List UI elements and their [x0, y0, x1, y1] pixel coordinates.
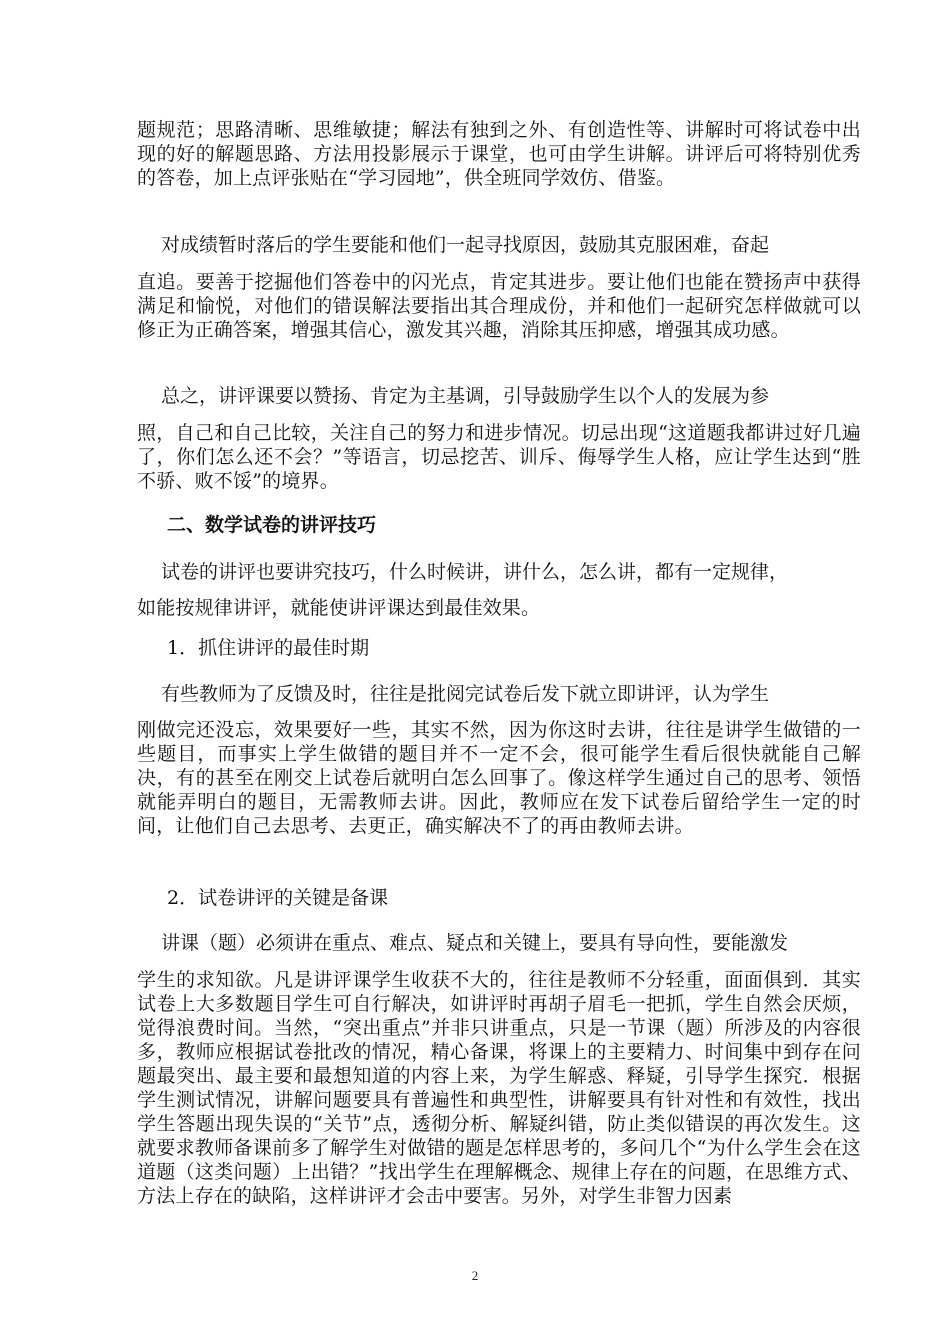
paragraph-praise-excellent: 题规范；思路清晰、思维敏捷；解法有独到之外、有创造性等、讲解时可将试卷中出现的好的解题思路、方法用投影展示于课堂，也可由学生讲解。讲评后可将特别优秀的答卷，加上点评张贴在“学习园地”，供全班同学效仿、借鉴。: [137, 119, 861, 189]
paragraph-prep-first-line: 讲课（题）必须讲在重点、难点、疑点和关键上，要具有导向性，要能激发: [161, 932, 789, 954]
paragraph-lagging-first-line: 对成绩暂时落后的学生要能和他们一起寻找原因，鼓励其克服困难，奋起: [161, 234, 770, 256]
section-heading: 二、数学试卷的讲评技巧: [167, 514, 377, 536]
paragraph-timing-body: 刚做完还没忘，效果要好一些，其实不然，因为你这时去讲，往往是讲学生做错的一些题目，而事实上学生做错的题目并不一定不会，很可能学生看后很快就能自己解决，有的甚至在刚交上试卷后就明白怎么回事了。像这样学生通过自己的思考、领悟就能弄明白的题目，无需教师去讲。因此，教师应在发下试卷后留给学生一定的时间，让他们自己去思考、去更正，确实解决不了的再由教师去讲。: [137, 719, 861, 837]
paragraph-lagging-body: 直追。要善于挖掘他们答卷中的闪光点，肯定其进步。要让他们也能在赞扬声中获得满足和愉悦，对他们的错误解法要指出其合理成份，并和他们一起研究怎样做就可以修正为正确答案，增强其信心，激发其兴趣，消除其压抑感，增强其成功感。: [137, 271, 861, 341]
page-number: 2: [471, 1268, 479, 1283]
paragraph-prep-body: 学生的求知欲。凡是讲评课学生收获不大的，往往是教师不分轻重，面面俱到．其实试卷上大多数题目学生可自行解决，如讲评时再胡子眉毛一把抓，学生自然会厌烦，觉得浪费时间。当然，“突出重点”并非只讲重点，只是一节课（题）所涉及的内容很多，教师应根据试卷批改的情况，精心备课，将课上的主要精力、时间集中到存在问题最突出、最主要和最想知道的内容上来，为学生解惑、释疑，引导学生探究．根据学生测试情况，讲解问题要具有普遍性和典型性，讲解要具有针对性和有效性，找出学生答题出现失误的“关节”点，透彻分析、解疑纠错，防止类似错误的再次发生。这就要求教师备课前多了解学生对做错的题是怎样思考的，多问几个“为什么学生会在这道题（这类问题）上出错？”找出学生在理解概念、规律上存在的问题，在思维方式、方法上存在的缺陷，这样讲评才会击中要害。另外，对学生非智力因素: [137, 969, 861, 1207]
subheading-lesson-prep: 2．试卷讲评的关键是备课: [167, 887, 389, 909]
paragraph-timing-first-line: 有些教师为了反馈及时，往往是批阅完试卷后发下就立即讲评，认为学生: [161, 683, 770, 705]
paragraph-techniques-body: 如能按规律讲评，就能使讲评课达到最佳效果。: [137, 597, 541, 619]
paragraph-summary-body: 照，自己和自己比较，关注自己的努力和进步情况。切忌出现“这道题我都讲过好几遍了，你们怎么还不会？”等语言，切忌挖苦、训斥、侮辱学生人格，应让学生达到“胜不骄、败不馁”的境界。: [137, 422, 861, 492]
paragraph-summary-first-line: 总之，讲评课要以赞扬、肯定为主基调，引导鼓励学生以个人的发展为参: [161, 385, 770, 407]
paragraph-techniques-first-line: 试卷的讲评也要讲究技巧，什么时候讲，讲什么，怎么讲，都有一定规律，: [161, 561, 789, 583]
subheading-best-timing: 1．抓住讲评的最佳时期: [167, 637, 370, 659]
